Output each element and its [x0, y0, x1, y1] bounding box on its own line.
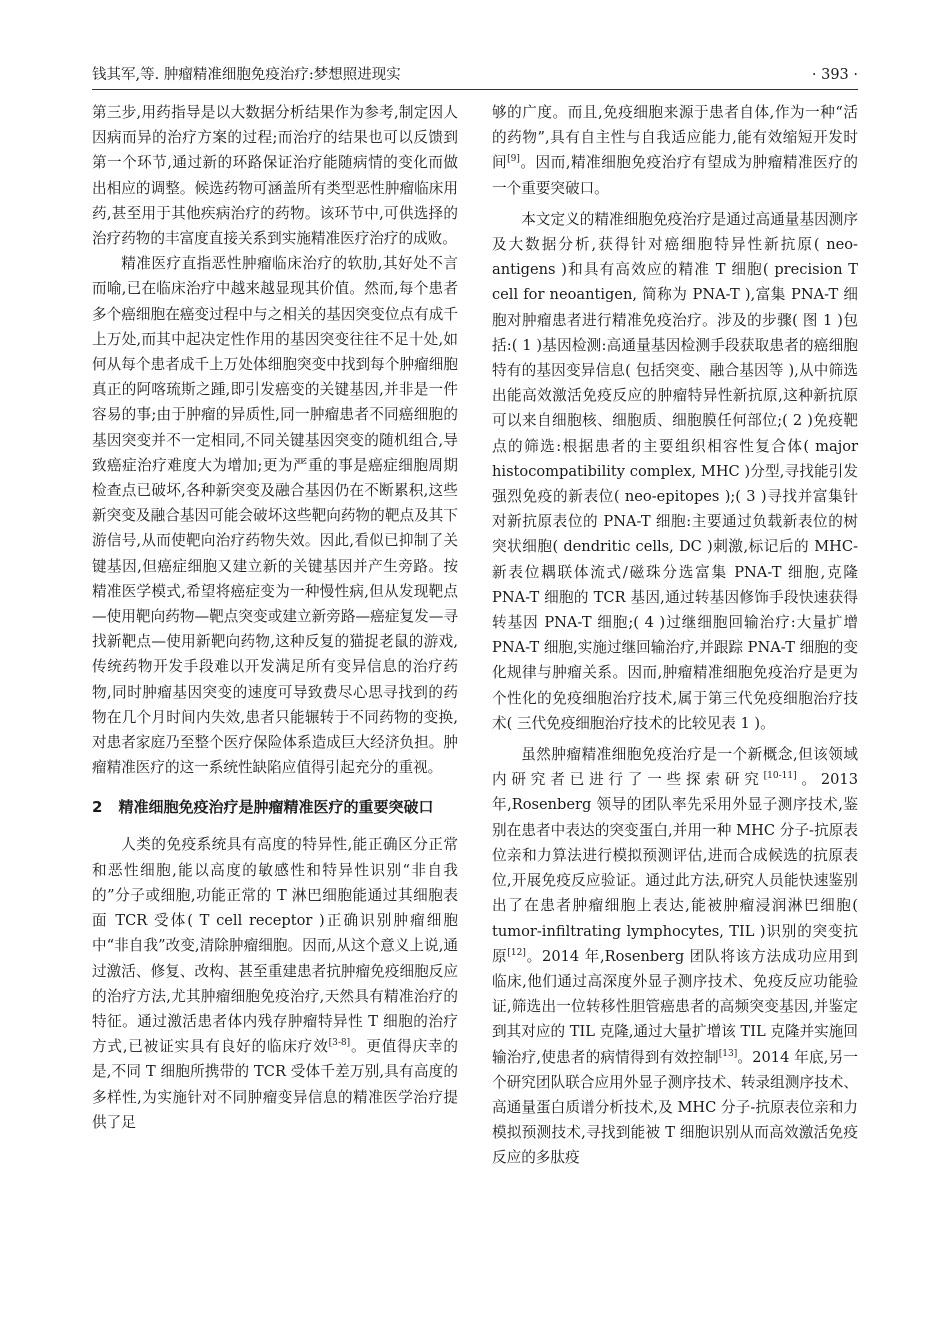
section-heading: [92, 794, 458, 820]
running-title: 钱其军,等. 肿瘤精准细胞免疫治疗:梦想照进现实: [92, 67, 401, 83]
citation[interactable]: [13]: [718, 1048, 738, 1059]
paragraph: [492, 742, 858, 1170]
running-head: [92, 62, 858, 88]
paragraph-text: 人类的免疫系统具有高度的特异性,能正确区分正常和恶性细胞,能以高度的敏感性和特异性识别“非自我的”分子或细胞,功能正常的 T 淋巴细胞能通过其细胞表面 TCR 受体( T cell receptor )正确识别肿瘤细胞中“非自我”改变,清除肿瘤细胞。因而,从这个意义上说,通过激活、修复、改构、甚至重建患者抗肿瘤免疫细胞反应的治疗方法,尤其肿瘤细胞免疫治疗,天然具有精准治疗的特征。通过激活患者体内残存肿瘤特异性 T 细胞的治疗方式,已被证实具有良好的临床疗效: [92, 836, 458, 1056]
paragraph: 精准医疗直指恶性肿瘤临床治疗的软肋,其好处不言而喻,已在临床治疗中越来越显现其价值。然而,每个患者多个癌细胞在癌变过程中与之相关的基因突变位点有成千上万处,而其中起决定性作用的基因突变往往不足十处,如何从每个患者成千上万处体细胞突变中找到每个肿瘤细胞真正的阿喀琉斯之踵,即引发癌变的关键基因,并非是一件容易的事;由于肿瘤的异质性,同一肿瘤患者不同癌细胞的基因突变并不一定相同,不同关键基因突变的随机组合,导致癌症治疗难度大为增加;更为严重的事是癌症细胞周期检查点已破坏,各种新突变及融合基因仍在不断累积,这些新突变及融合基因可能会破坏这些靶向药物的靶点及其下游信号,从而使靶向治疗药物失效。因此,看似已抑制了关键基因,但癌症细胞又建立新的关键基因并产生旁路。按精准医学模式,希望将癌症变为一种慢性病,但从发现靶点—使用靶向药物—靶点突变或建立新旁路—癌症复发—寻找新靶点—使用新靶向药物,这种反复的猫捉老鼠的游戏,传统药物开发手段难以开发满足所有变异信息的治疗药物,同时肿瘤基因突变的速度可导致费尽心思寻找到的药物在几个月时间内失效,患者只能辗转于不同药物的变换,对患者家庭乃至整个医疗保险体系造成巨大经济负担。肿瘤精准医疗的这一系统性缺陷应值得引起充分的重视。: [92, 255, 458, 777]
citation[interactable]: [12]: [507, 947, 526, 958]
paragraph-text: 。2014 年,Rosenberg 团队将该方法成功应用到临床,他们通过高深度外显子测序技术、免疫反应功能验证,筛选出一位转移性胆管癌患者的高频突变基因,并鉴定到其对应的 TIL 克隆,通过大量扩增该 TIL 克隆并实施回输治疗,使患者的病情得到有效控制: [492, 947, 858, 1066]
citation[interactable]: [10-11]: [763, 771, 797, 782]
citation[interactable]: [9]: [507, 154, 520, 165]
paragraph-text: 。2014 年底,另一个研究团队联合应用外显子测序技术、转录组测序技术、高通量蛋白质谱分析技术,及 MHC 分子-抗原表位亲和力模拟预测技术,寻找到能被 T 细胞识别从而高效激活免疫反应的多肽疫: [492, 1048, 858, 1167]
paragraph: 第三步,用药指导是以大数据分析结果作为参考,制定因人因病而异的治疗方案的过程;而治疗的结果也可以反馈到第一个环节,通过新的环路保证治疗能随病情的变化而做出相应的调整。候选药物可涵盖所有类型恶性肿瘤临床用药,甚至用于其他疾病治疗的药物。该环节中,可供选择的治疗药物的丰富度直接关系到实施精准医疗治疗的成败。: [92, 104, 458, 248]
paragraph: [492, 100, 858, 201]
paragraph-text: 。因而,精准细胞免疫治疗有望成为肿瘤精准医疗的一个重要突破口。: [492, 154, 858, 197]
paragraph-text: 虽然肿瘤精准细胞免疫治疗是一个新概念,但该领域内研究者已进行了一些探索研究: [492, 746, 858, 789]
right-column: [492, 100, 858, 1171]
paragraph-text: 够的广度。而且,免疫细胞来源于患者自体,作为一种“活的药物”,具有自主性与自我适应能力,能有效缩短开发时间: [492, 104, 858, 172]
section-title: 精准细胞免疫治疗是肿瘤精准医疗的重要突破口: [118, 798, 434, 817]
page-number: · 393 ·: [811, 67, 858, 83]
paragraph: 本文定义的精准细胞免疫治疗是通过高通量基因测序及大数据分析,获得针对癌细胞特异性新抗原( neo-antigens )和具有高效应的精准 T 细胞( precision T cell for neoantigen, 简称为 PNA-T ),富集 PNA-T 细胞对肿瘤患者进行精准免疫治疗。涉及的步骤( 图 1 )包括:( 1 )基因检测:高通量基因检测手段获取患者的癌细胞特有的基因变异信息( 包括突变、融合基因等 ),从中筛选出能高效激活免疫反应的肿瘤特异性新抗原,这种新抗原可以来自细胞核、细胞质、细胞膜任何部位;( 2 )免疫靶点的筛选:根据患者的主要组织相容性复合体( major histocompatibility complex, MHC )分型,寻找能引发强烈免疫的新表位( neo-epitopes );( 3 )寻找并富集针对新抗原表位的 PNA-T 细胞:主要通过负载新表位的树突状细胞( dendritic cells, DC )刺激,标记后的 MHC-新表位耦联体流式/磁珠分选富集 PNA-T 细胞,克隆 PNA-T 细胞的 TCR 基因,通过转基因修饰手段快速获得转基因 PNA-T 细胞;( 4 )过继细胞回输治疗:大量扩增 PNA-T 细胞,实施过继回输治疗,并跟踪 PNA-T 细胞的变化规律与肿瘤关系。因而,肿瘤精准细胞免疫治疗是更为个性化的免疫细胞治疗技术,属于第三代免疫细胞治疗技术( 三代免疫细胞治疗技术的比较见表 1 )。: [492, 210, 858, 732]
paragraph: [92, 832, 458, 1134]
header-rule: [92, 89, 858, 90]
section-number: 2: [92, 798, 103, 817]
paragraph-text: 。更值得庆幸的是,不同 T 细胞所携带的 TCR 受体千差万别,具有高度的多样性,为实施针对不同肿瘤变异信息的精准医学治疗提供了足: [92, 1038, 458, 1131]
citation[interactable]: [3-8]: [328, 1038, 351, 1049]
left-column: [92, 100, 458, 1135]
paragraph-text: 。2013 年,Rosenberg 领导的团队率先采用外显子测序技术,鉴别在患者中表达的突变蛋白,并用一种 MHC 分子-抗原表位亲和力算法进行模拟预测评估,进而合成候选的抗原表位,开展免疫反应验证。通过此方法,研究人员能快速鉴别出了在患者肿瘤细胞上表达,能被肿瘤浸润淋巴细胞( tumor-infiltrating lymphocytes, TIL )识别的突变抗原: [492, 771, 858, 965]
